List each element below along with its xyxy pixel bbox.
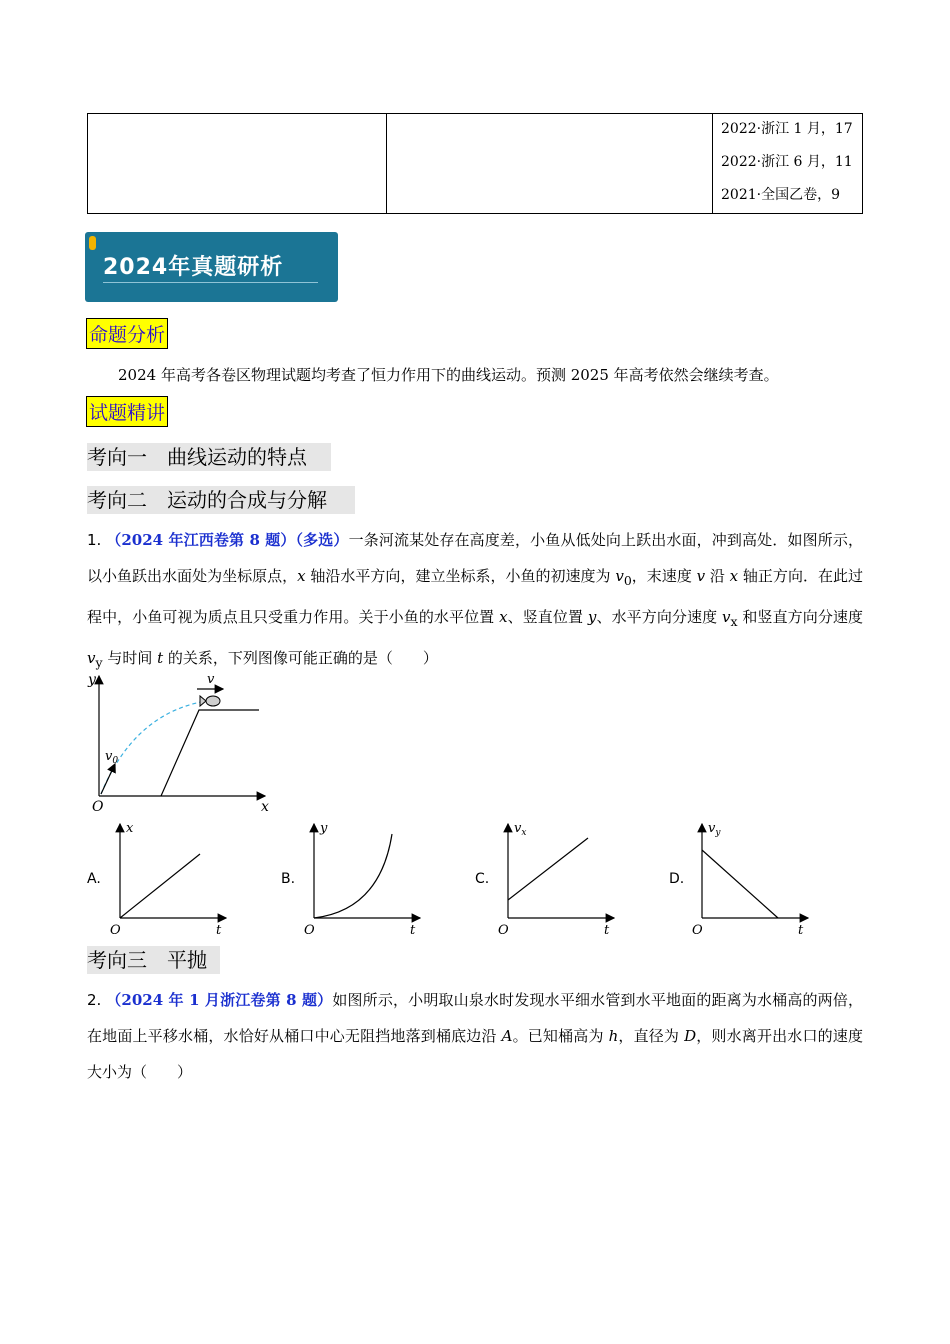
var: v <box>696 567 706 585</box>
graph-c-ylabel: $v_x$ <box>514 821 527 838</box>
graph-d-xlabel: t <box>798 923 804 938</box>
graph-d-origin: O <box>692 923 703 938</box>
v-label: v <box>207 672 215 687</box>
var-sub: y <box>95 655 103 670</box>
x-axis-label: x <box>261 799 269 814</box>
analysis-text: 2024 年高考各卷区物理试题均考查了恒力作用下的曲线运动。预测 2025 年高考依然会继续考查。 <box>118 366 779 384</box>
var: v <box>722 608 731 626</box>
q-text: 沿 <box>705 567 730 585</box>
q-text: ，直径为 <box>618 1027 685 1045</box>
var-sub: x <box>730 614 738 629</box>
q-text: 如图所示，小明取山泉水时发现水平细水管到水平地面的距离为水桶高的两倍，在地面上平移水桶，水恰好从桶口中心无阻挡地落到桶底边沿 <box>87 991 863 1045</box>
question-source: （2024 年江西卷第 8 题）（多选） <box>106 531 349 549</box>
ref-line: 2022·浙江 1 月，17 <box>721 121 853 137</box>
graph-d-ylabel: $v_y$ <box>708 821 721 838</box>
ref-line: 2021·全国乙卷，9 <box>721 187 840 203</box>
direction-heading-3: 考向三 平抛 <box>87 946 220 974</box>
table-cell-empty-2 <box>387 114 713 214</box>
v0-label: $v_0$ <box>105 749 119 766</box>
fish-trajectory <box>101 702 201 794</box>
graph-c-xlabel: t <box>604 923 610 938</box>
section-banner <box>85 232 338 302</box>
var: x <box>297 567 306 585</box>
q-text: 的关系，下列图像可能正确的是（ ） <box>163 649 438 667</box>
graph-b-origin: O <box>304 923 315 938</box>
table-cell-refs <box>713 114 863 214</box>
table-cell-empty-1 <box>88 114 387 214</box>
fish-tail-icon <box>200 696 206 706</box>
option-d-label[interactable]: D. <box>669 871 685 887</box>
graph-a-ylabel: x <box>126 821 134 836</box>
reference-table <box>87 113 863 214</box>
var: y <box>587 608 597 626</box>
analysis-label: 命题分析 <box>86 318 168 349</box>
graph-b-curve <box>314 834 392 918</box>
var: D <box>684 1027 697 1045</box>
fish-icon <box>206 696 220 706</box>
var: A <box>501 1027 513 1045</box>
banner-title: 2024年真题研析 <box>103 255 284 280</box>
graph-d-curve <box>702 850 778 918</box>
lecture-label: 试题精讲 <box>86 396 168 427</box>
origin-label: O <box>92 799 104 814</box>
var: v <box>615 567 624 585</box>
q-text: 、水平方向分速度 <box>596 608 723 626</box>
question-number: 2. <box>87 991 102 1009</box>
graph-c[interactable] <box>494 818 620 942</box>
fish-jump-figure <box>85 668 275 814</box>
graph-a-xlabel: t <box>216 923 222 938</box>
graph-d[interactable] <box>688 818 814 942</box>
q-text: 。已知桶高为 <box>512 1027 609 1045</box>
option-a-label[interactable]: A. <box>87 871 101 887</box>
graph-b-ylabel: y <box>320 821 328 836</box>
ref-line: 2022·浙江 6 月，11 <box>721 154 853 170</box>
q-text: 与时间 <box>102 649 158 667</box>
graph-c-curve <box>508 838 588 900</box>
question-source: （2024 年 1 月浙江卷第 8 题） <box>106 991 333 1009</box>
var-sub: 0 <box>623 573 632 588</box>
q-text: ，则水离开出水口的速度大小为（ ） <box>87 1027 863 1081</box>
var: v <box>87 649 96 667</box>
q-text: 和竖直方向分速度 <box>737 608 863 626</box>
q-text: ，末速度 <box>631 567 697 585</box>
q-text: 轴沿水平方向，建立坐标系，小鱼的初速度为 <box>305 567 616 585</box>
question-number: 1. <box>87 531 102 549</box>
graph-b[interactable] <box>300 818 426 942</box>
q-text: 、竖直位置 <box>507 608 588 626</box>
direction-heading-2: 考向二 运动的合成与分解 <box>87 486 355 514</box>
q-text: 轴正方向．在此过程中，小鱼可视为质点且只受重力作用。关于小鱼的水平位置 <box>87 567 863 626</box>
question-1 <box>87 522 863 681</box>
graph-c-origin: O <box>498 923 509 938</box>
var: t <box>157 649 164 667</box>
riverbank-outline <box>161 710 259 796</box>
option-b-label[interactable]: B. <box>281 871 296 887</box>
banner-underline <box>103 282 318 283</box>
graph-a[interactable] <box>106 818 232 942</box>
direction-heading-1: 考向一 曲线运动的特点 <box>87 443 331 471</box>
graph-a-origin: O <box>110 923 121 938</box>
option-c-label[interactable]: C. <box>475 871 490 887</box>
var: x <box>729 567 739 585</box>
graph-b-xlabel: t <box>410 923 416 938</box>
question-2 <box>87 982 863 1090</box>
var: x <box>499 608 508 626</box>
q-text: 一条河流某处存在高度差，小鱼从低处向上跃出水面，冲到高处．如图所示，以小鱼跃出水面处为坐标原点， <box>87 531 863 585</box>
y-axis-label: y <box>88 672 96 688</box>
var: h <box>608 1027 619 1045</box>
banner-tab-decoration <box>89 236 96 250</box>
graph-a-curve <box>120 854 200 918</box>
initial-velocity-arrow <box>101 764 115 794</box>
